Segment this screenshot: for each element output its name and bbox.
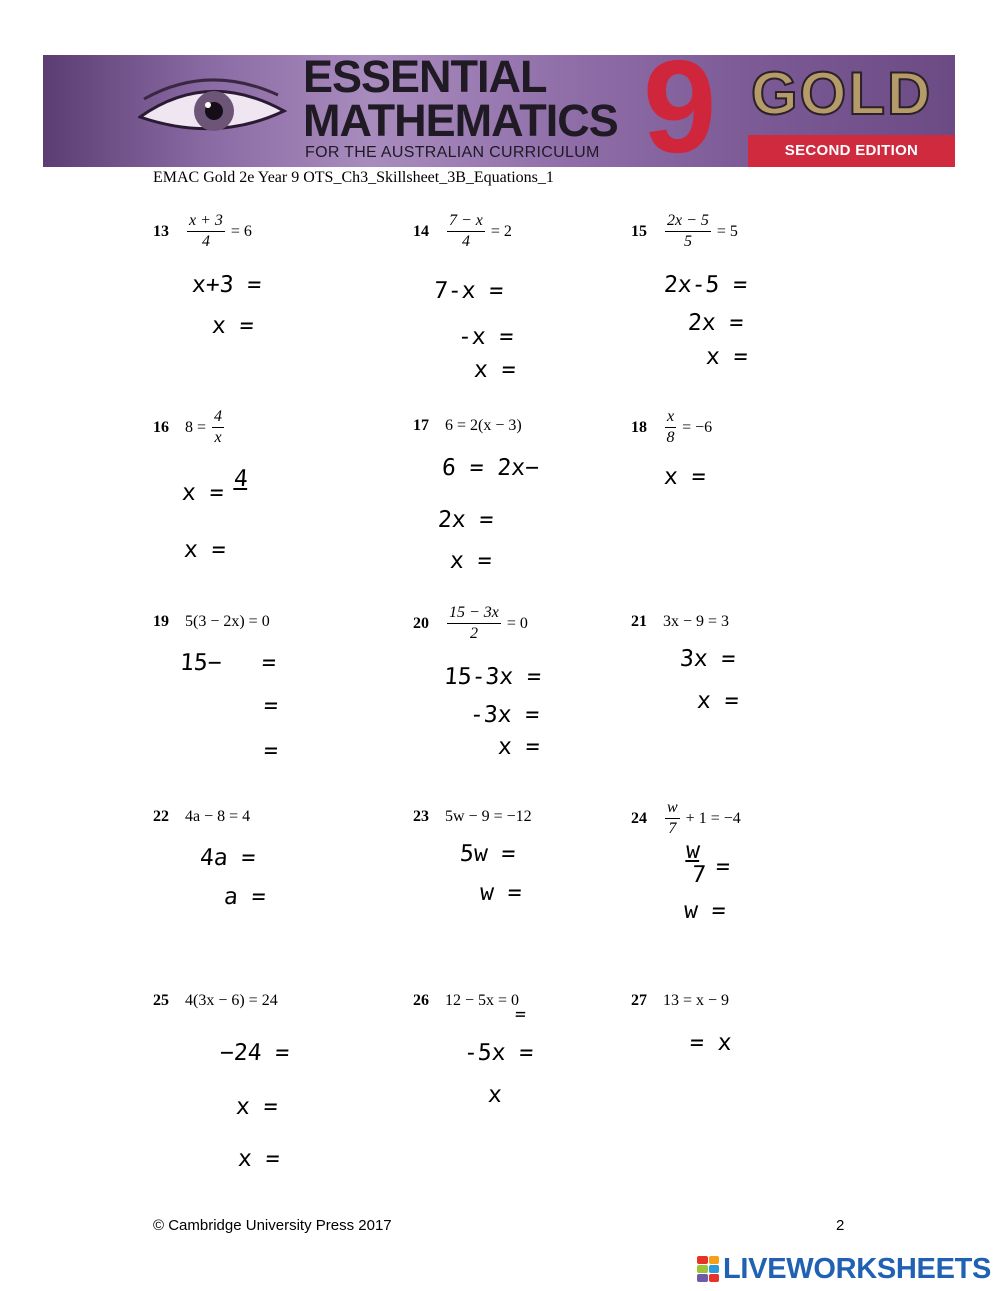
handwritten-answer: 15-3x =	[443, 664, 542, 690]
handwritten-answer: x =	[696, 688, 740, 714]
handwritten-answer: 15−	[179, 650, 223, 676]
question-17	[413, 417, 522, 435]
fraction: $\frac{x}{8}$	[666, 408, 675, 446]
handwritten-answer: 2x =	[437, 507, 495, 533]
liveworksheets-icon	[697, 1256, 719, 1282]
question-21	[631, 613, 729, 631]
question-number: 16	[153, 418, 169, 436]
handwritten-answer: x =	[497, 734, 541, 760]
equation: 6 = 2(x − 3)	[445, 417, 522, 435]
question-number: 21	[631, 613, 647, 631]
equation: 5(3 − 2x) = 0	[185, 613, 270, 631]
title-line-3: FOR THE AUSTRALIAN CURRICULUM	[305, 144, 600, 161]
handwritten-answer: 6 = 2x−	[441, 455, 540, 481]
question-number: 24	[631, 809, 647, 827]
question-number: 19	[153, 613, 169, 631]
handwritten-answer: x =	[473, 357, 517, 383]
handwritten-answer: x =	[235, 1094, 279, 1120]
question-19	[153, 613, 270, 631]
handwritten-answer: x =	[237, 1146, 281, 1172]
question-number: 13	[153, 222, 169, 240]
handwritten-answer: 7-x =	[433, 278, 505, 304]
handwritten-answer: 4a =	[199, 845, 257, 871]
equation: 12 − 5x = 0	[445, 992, 520, 1010]
handwritten-answer: 2x =	[687, 310, 745, 336]
question-25	[153, 992, 278, 1010]
handwritten-answer: = x	[689, 1030, 733, 1056]
brand-name: LIVEWORKSHEETS	[723, 1252, 992, 1285]
equation: 5w − 9 = −12	[445, 808, 532, 826]
handwritten-answer: x =	[211, 313, 255, 339]
question-number: 23	[413, 808, 429, 826]
handwritten-answer: -x =	[457, 324, 515, 350]
question-26	[413, 992, 519, 1010]
handwritten-answer: x =	[663, 464, 707, 490]
question-23	[413, 808, 532, 826]
handwritten-answer: −24 =	[219, 1040, 291, 1066]
handwritten-answer: =	[514, 1004, 527, 1025]
handwritten-answer: 3x =	[679, 646, 737, 672]
question-22	[153, 808, 250, 826]
question-16	[153, 407, 226, 448]
question-number: 26	[413, 992, 429, 1010]
fraction: $\frac{4}{x}$	[214, 408, 223, 446]
header-banner	[43, 55, 955, 167]
question-number: 25	[153, 992, 169, 1010]
equation-tail: = 0	[506, 614, 528, 632]
handwritten-answer: x =	[181, 480, 225, 506]
handwritten-answer: a =	[223, 884, 267, 910]
question-number: 27	[631, 992, 647, 1010]
handwritten-answer: x	[487, 1082, 503, 1108]
handwritten-answer: -5x =	[463, 1040, 535, 1066]
equation-tail: = 5	[716, 222, 738, 240]
question-18	[631, 407, 712, 448]
year-number: 9	[643, 55, 717, 167]
question-number: 20	[413, 614, 429, 632]
handwritten-answer: =	[715, 854, 731, 880]
eye-icon	[138, 77, 288, 143]
question-number: 18	[631, 418, 647, 436]
copyright-text: © Cambridge University Press 2017	[153, 1217, 392, 1234]
document-subtitle: EMAC Gold 2e Year 9 OTS_Ch3_Skillsheet_3B_Equations_1	[153, 169, 554, 186]
fraction: $\frac{2x - 5}{5}$	[667, 212, 709, 250]
handwritten-answer: x =	[705, 344, 749, 370]
series-name: GOLD	[751, 60, 933, 127]
handwritten-answer: w =	[683, 898, 727, 924]
equation: 3x − 9 = 3	[663, 613, 730, 631]
handwritten-answer: 2x-5 =	[663, 272, 749, 298]
question-20	[413, 603, 528, 644]
handwritten-answer: 4	[233, 466, 249, 492]
question-number: 15	[631, 222, 647, 240]
fraction: $\frac{7 - x}{4}$	[449, 212, 483, 250]
equation-tail: = 2	[490, 222, 512, 240]
question-24	[631, 798, 741, 839]
question-15	[631, 211, 738, 252]
question-14	[413, 211, 512, 252]
equation-tail: = −6	[682, 418, 713, 436]
question-number: 14	[413, 222, 429, 240]
equation: 4a − 8 = 4	[185, 808, 251, 826]
equation: 4(3x − 6) = 24	[185, 992, 278, 1010]
question-27	[631, 992, 729, 1010]
handwritten-answer: w =	[479, 880, 523, 906]
handwritten-answer: 5w =	[459, 841, 517, 867]
fraction: $\frac{w}{7}$	[667, 799, 678, 837]
handwritten-answer: x =	[183, 537, 227, 563]
handwritten-answer: x+3 =	[191, 272, 263, 298]
question-number: 22	[153, 808, 169, 826]
handwritten-answer: 7	[691, 862, 707, 888]
page-number: 2	[836, 1217, 845, 1234]
equation: 13 = x − 9	[663, 992, 730, 1010]
liveworksheets-logo[interactable]	[697, 1252, 991, 1286]
handwritten-answer: =	[263, 693, 279, 719]
fraction: $\frac{15 - 3x}{2}$	[449, 604, 499, 642]
title-line-2: MATHEMATICS	[303, 95, 618, 146]
handwritten-answer: =	[263, 738, 279, 764]
fraction: $\frac{x + 3}{4}$	[189, 212, 223, 250]
handwritten-answer: w	[685, 838, 701, 864]
handwritten-answer: =	[261, 650, 277, 676]
edition-badge: SECOND EDITION	[748, 135, 955, 167]
title-line-1: ESSENTIAL	[303, 55, 547, 102]
question-13	[153, 211, 252, 252]
handwritten-answer: -3x =	[469, 702, 541, 728]
handwritten-answer: x =	[449, 548, 493, 574]
equation-tail: = 6	[230, 222, 252, 240]
question-number: 17	[413, 417, 429, 435]
equation-tail: + 1 = −4	[685, 809, 741, 827]
equation-head: 8 =	[185, 418, 207, 436]
